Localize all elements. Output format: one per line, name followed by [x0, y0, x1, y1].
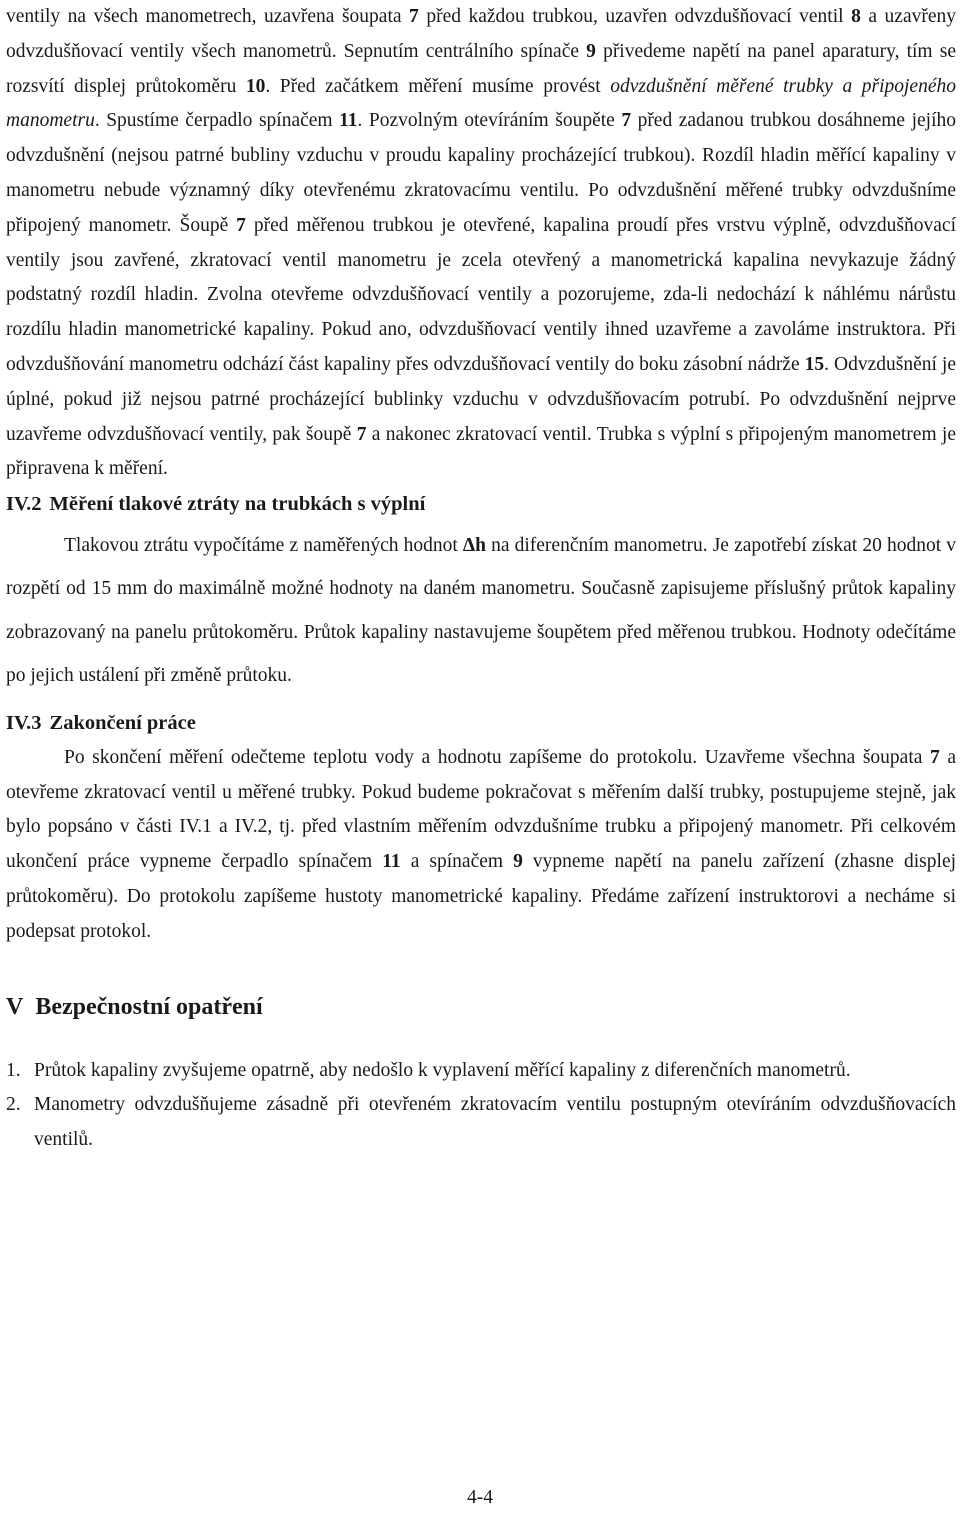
list-item [6, 1088, 956, 1158]
list-item-number: 2. [6, 1094, 21, 1116]
document-page [6, 0, 956, 1158]
chapter-number: V [6, 993, 24, 1020]
text-run: . Pozvolným otevíráním šoupěte [357, 110, 622, 132]
section-number: IV.3 [6, 711, 42, 734]
text-run: před zadanou trubkou dosáhneme jejího odvzdušnění (nejsou patrné bubliny vzduchu v proudu kapaliny procházející trubkou). Rozdíl hladin měřící kapaliny v manometru nebude významný díky otevřenému zkratovacímu ventilu. Po odvzdušnění měřené trubky odvzdušníme připojený manometr. Šoupě [6, 110, 956, 236]
ref-number: 11 [382, 851, 401, 873]
paragraph-conclusion [6, 741, 956, 950]
paragraph-pressure-loss [6, 524, 956, 698]
text-run: . Před začátkem měření musíme provést [265, 75, 611, 97]
page-number: 4-4 [467, 1487, 493, 1508]
delta-h-symbol: Δh [462, 534, 486, 556]
ref-number: 7 [930, 746, 940, 768]
chapter-title: Bezpečnostní opatření [35, 993, 263, 1020]
text-run: přivedeme napětí na panel aparatury, tím se rozsvítí displej průtokoměru [6, 40, 956, 97]
ref-number: 9 [586, 40, 596, 62]
ref-number: 11 [339, 110, 358, 132]
section-title: Měření tlakové ztráty na trubkách s výplní [49, 493, 426, 516]
ref-number: 7 [356, 423, 367, 445]
section-number: IV.2 [6, 493, 42, 516]
text-run: vypneme napětí na panelu zařízení (zhasne displej průtokoměru). Do protokolu zapíšeme hustoty manometrické kapaliny. Předáme zařízení instruktorovi a necháme si podepsat protokol. [6, 851, 957, 942]
text-run: před každou trubkou, uzavřen odvzdušňovací ventil [418, 6, 852, 27]
text-run: a nakonec zkratovací ventil. Trubka s výplní s připojeným manometrem je připravena k měření. [6, 423, 956, 480]
text-run: a uzavřeny odvzdušňovací ventily všech manometrů. Sepnutím centrálního spínače [6, 6, 956, 62]
ref-number: 9 [513, 851, 523, 873]
emphasis-text: odvzdušnění měřené trubky a připojeného manometru [6, 75, 956, 132]
list-item-number: 1. [6, 1059, 21, 1081]
section-heading-iv2 [6, 487, 956, 522]
list-item-text: Průtok kapaliny zvyšujeme opatrně, aby nedošlo k vyplavení měřící kapaliny z diferenčních manometrů. [34, 1059, 851, 1081]
text-run: ventily na všech manometrech, uzavřena šoupata [6, 6, 410, 27]
text-run: a otevřeme zkratovací ventil u měřené trubky. Pokud budeme pokračovat s měřením další trubky, postupujeme stejně, jak bylo popsáno v části IV.1 a IV.2, tj. před vlastním měřením odvzdušníme trubku a připojený manometr. Při celkovém ukončení práce vypneme čerpadlo spínačem [6, 746, 956, 873]
safety-list [6, 1054, 956, 1158]
ref-number: 7 [621, 110, 632, 132]
list-item [6, 1054, 956, 1089]
ref-number: 7 [236, 214, 246, 236]
section-title: Zakončení práce [49, 711, 196, 734]
text-run: a spínačem [400, 851, 514, 873]
ref-number: 10 [245, 75, 266, 97]
text-run: na diferenčním manometru. Je zapotřebí získat 20 hodnot v rozpětí od 15 mm do maximálně možné hodnoty na daném manometru. Současně zapisujeme příslušný průtok kapaliny zobrazovaný na panelu průtokoměru. Průtok kapaliny nastavujeme šoupětem před měřenou trubkou. Hodnoty odečítáme po jejich ustálení při změně průtoku. [6, 534, 956, 687]
chapter-heading-v [6, 990, 956, 1024]
text-run: Po skončení měření odečteme teplotu vody a hodnotu zapíšeme do protokolu. Uzavřeme všechna šoupata [64, 746, 930, 768]
text-run: před měřenou trubkou je otevřené, kapalina proudí přes vrstvu výplně, odvzdušňovací ventily jsou zavřené, zkratovací ventil manometru je zcela otevřený a manometrická kapalina nevykazuje žádný podstatný rozdíl hladin. Zvolna otevřeme odvzdušňovací ventily a pozorujeme, zda-li nedochází k náhlému nárůstu rozdílu hladin manometrické kapaliny. Pokud ano, odvzdušňovací ventily ihned uzavřeme a zavoláme instruktora. Při odvzdušňování manometru odchází část kapaliny přes odvzdušňovací ventily do boku zásobní nádrže [6, 214, 956, 375]
text-run: . Spustíme čerpadlo spínačem [94, 110, 340, 132]
ref-number: 15 [804, 353, 825, 375]
ref-number: 8 [851, 6, 861, 27]
text-run: . Odvzdušnění je úplné, pokud již nejsou patrné procházející bublinky vzduchu v odvzdušňovacím potrubí. Po odvzdušnění nejprve uzavřeme odvzdušňovací ventily, pak šoupě [6, 353, 956, 445]
ref-number: 7 [409, 6, 419, 27]
list-item-text: Manometry odvzdušňujeme zásadně při otevřeném zkratovacím ventilu postupným otevíráním odvzdušňovacích ventilů. [34, 1094, 956, 1151]
paragraph-venting-procedure [6, 0, 956, 487]
section-heading-iv3 [6, 706, 956, 741]
text-run: Tlakovou ztrátu vypočítáme z naměřených hodnot [64, 534, 463, 556]
